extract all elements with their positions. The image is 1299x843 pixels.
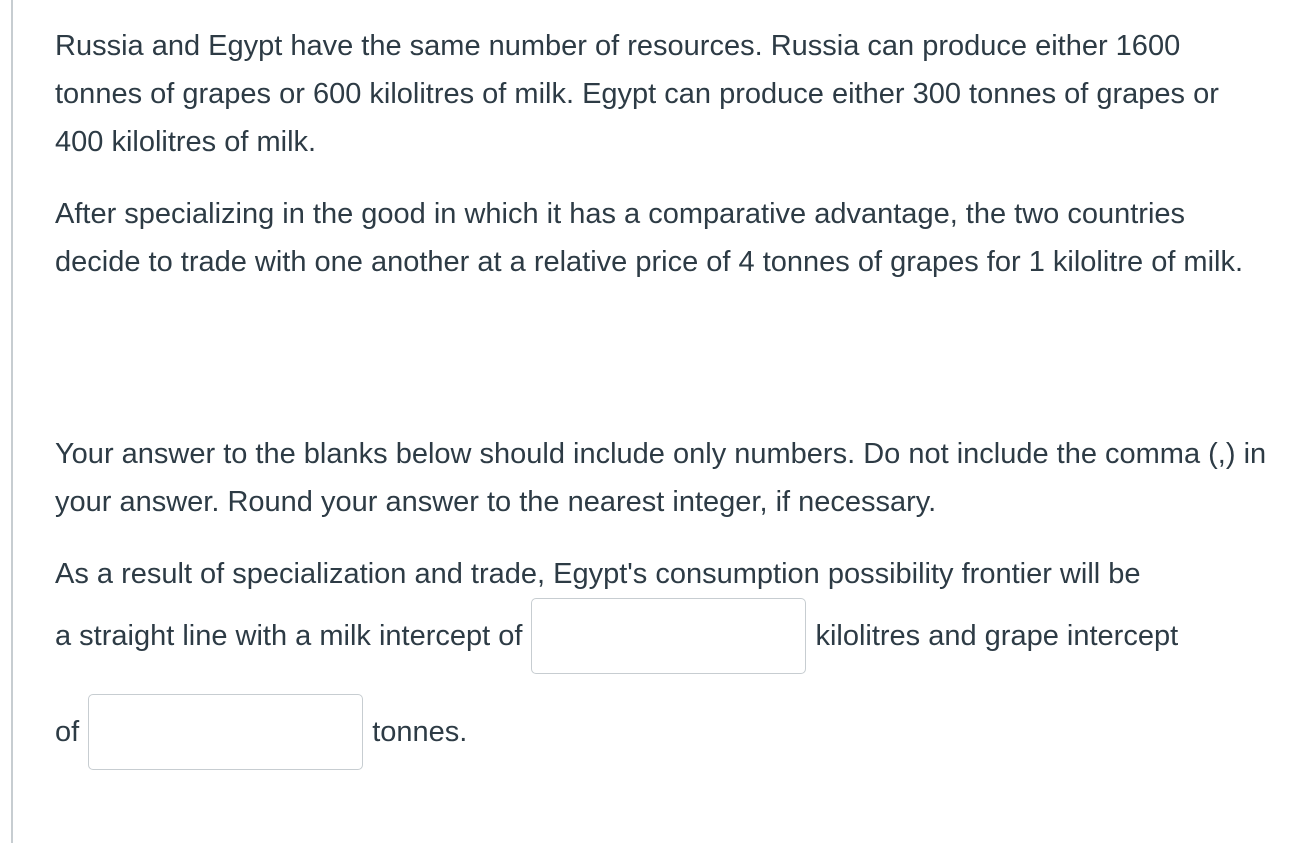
prompt-before-blank-2: of	[55, 716, 80, 748]
prompt-before-blank-1: a straight line with a milk intercept of	[55, 620, 523, 652]
answer-instructions: Your answer to the blanks below should include only numbers. Do not include the comma (,) in your answer. Round your answer to the nearest integer, if necessary.	[55, 438, 1267, 518]
question-paragraph-2: After specializing in the good in which it has a comparative advantage, the two countries decide to trade with one another at a relative price of 4 tonnes of grapes for 1 kilolitre of milk.	[55, 198, 1244, 278]
left-border-rule	[11, 0, 13, 843]
prompt-row-milk-intercept	[55, 598, 1178, 674]
milk-intercept-input[interactable]	[531, 598, 806, 674]
prompt-row-grape-intercept	[55, 694, 467, 770]
prompt-line-1: As a result of specialization and trade, Egypt's consumption possibility frontier will be	[55, 558, 1141, 590]
prompt-after-blank-1: kilolitres and grape intercept	[815, 620, 1179, 652]
prompt-after-blank-2: tonnes.	[372, 716, 468, 748]
grape-intercept-input[interactable]	[88, 694, 363, 770]
question-paragraph-1: Russia and Egypt have the same number of resources. Russia can produce either 1600 tonnes of grapes or 600 kilolitres of milk. Egypt can produce either 300 tonnes of grapes or 400 kilolitres of milk.	[55, 30, 1219, 158]
